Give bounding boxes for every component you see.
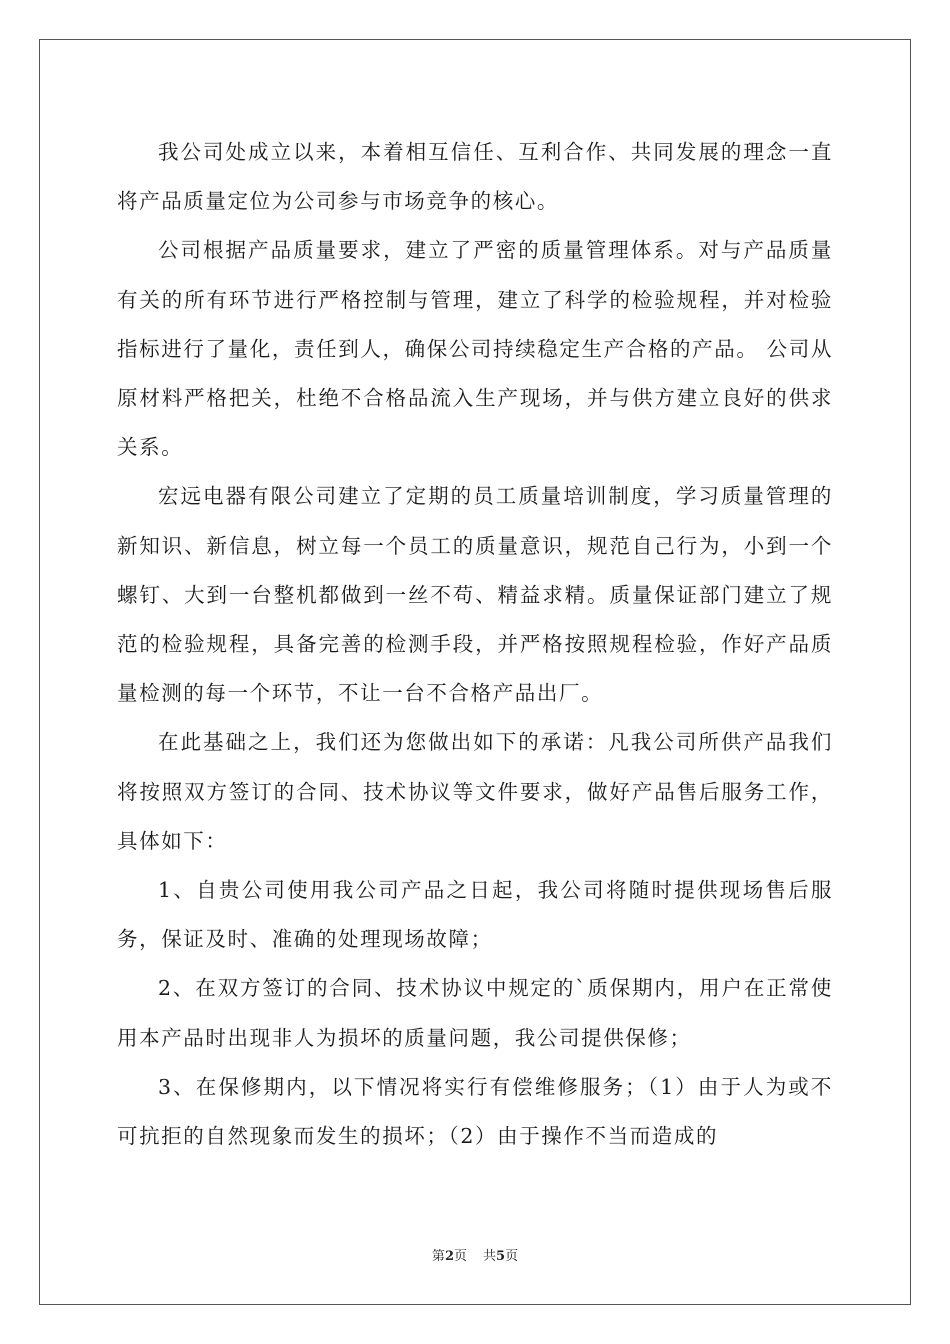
document-body	[117, 128, 833, 1161]
paragraph-company-philosophy: 我公司处成立以来，本着相互信任、互利合作、共同发展的理念一直将产品质量定位为公司参与市场竞争的核心。	[117, 140, 833, 214]
paragraph-commitment-1: 1、自贵公司使用我公司产品之日起，我公司将随时提供现场售后服务，保证及时、准确的处理现场故障；	[117, 878, 833, 952]
page-number: 第2页	[431, 1249, 467, 1264]
paragraph-staff-training: 宏远电器有限公司建立了定期的员工质量培训制度，学习质量管理的新知识、新信息，树立每一个员工的质量意识，规范自己行为，小到一个螺钉、大到一台整机都做到一丝不苟、精益求精。质量保证部门建立了规范的检验规程，具备完善的检测手段，并严格按照规程检验，作好产品质量检测的每一个环节，不让一台不合格产品出厂。	[117, 484, 833, 706]
paragraph-quality-system: 公司根据产品质量要求，建立了严密的质量管理体系。对与产品质量有关的所有环节进行严格控制与管理，建立了科学的检验规程，并对检验指标进行了量化，责任到人，确保公司持续稳定生产合格的产品。 公司从原材料严格把关，杜绝不合格品流入生产现场，并与供方建立良好的供求关系。	[117, 238, 833, 460]
page-footer	[0, 1248, 950, 1266]
paragraph-commitment-intro: 在此基础之上，我们还为您做出如下的承诺：凡我公司所供产品我们将按照双方签订的合同、技术协议等文件要求，做好产品售后服务工作，具体如下：	[117, 730, 833, 853]
page-total: 共5页	[483, 1249, 519, 1264]
paragraph-commitment-2: 2、在双方签订的合同、技术协议中规定的`质保期内，用户在正常使用本产品时出现非人为损坏的质量问题，我公司提供保修；	[117, 976, 833, 1050]
paragraph-commitment-3: 3、在保修期内，以下情况将实行有偿维修服务；（1）由于人为或不可抗拒的自然现象而发生的损坏；（2）由于操作不当而造成的	[117, 1074, 833, 1149]
